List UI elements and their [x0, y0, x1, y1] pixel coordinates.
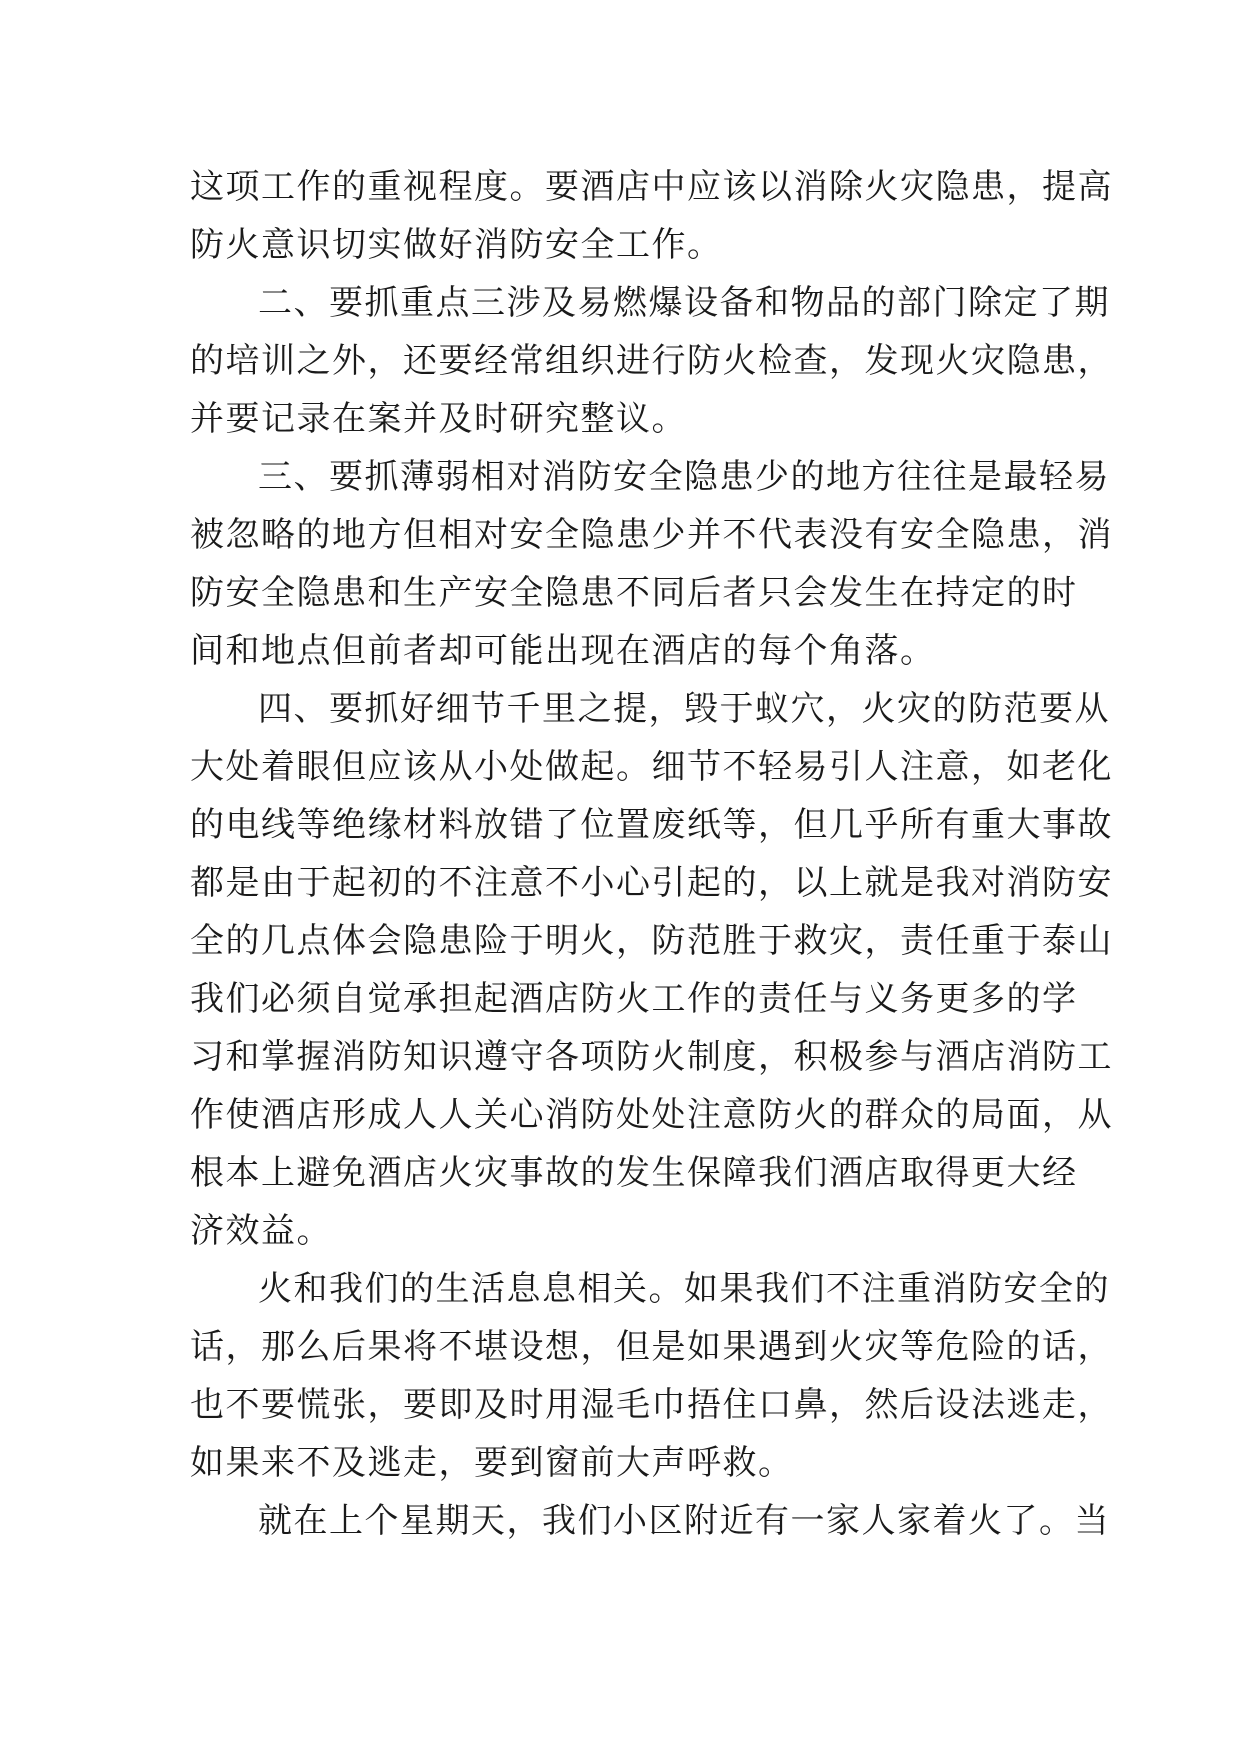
text-line: 也不要慌张，要即及时用湿毛巾捂住口鼻，然后设法逃走，	[190, 1385, 1113, 1425]
body-text	[190, 158, 1113, 1550]
text-line: 三、要抓薄弱相对消防安全隐患少的地方往往是最轻易	[258, 457, 1110, 497]
text-line: 间和地点但前者却可能出现在酒店的每个角落。	[190, 631, 936, 671]
text-line: 并要记录在案并及时研究整议。	[190, 399, 687, 439]
text-line: 都是由于起初的不注意不小心引起的，以上就是我对消防安	[190, 863, 1113, 903]
text-line: 的培训之外，还要经常组织进行防火检查，发现火灾隐患，	[190, 341, 1113, 381]
text-line: 就在上个星期天，我们小区附近有一家人家着火了。当	[258, 1501, 1110, 1541]
text-line: 火和我们的生活息息相关。如果我们不注重消防安全的	[258, 1269, 1110, 1309]
text-line: 被忽略的地方但相对安全隐患少并不代表没有安全隐患，消	[190, 515, 1113, 555]
text-line: 全的几点体会隐患险于明火，防范胜于救灾，责任重于泰山	[190, 921, 1113, 961]
text-line: 这项工作的重视程度。要酒店中应该以消除火灾隐患，提高	[190, 167, 1113, 207]
text-line: 根本上避免酒店火灾事故的发生保障我们酒店取得更大经	[190, 1153, 1078, 1193]
text-line: 如果来不及逃走，要到窗前大声呼救。	[190, 1443, 794, 1483]
text-line: 我们必须自觉承担起酒店防火工作的责任与义务更多的学	[190, 979, 1078, 1019]
text-line: 话，那么后果将不堪设想，但是如果遇到火灾等危险的话，	[190, 1327, 1113, 1367]
text-line: 大处着眼但应该从小处做起。细节不轻易引人注意，如老化	[190, 747, 1113, 787]
text-line: 济效益。	[190, 1211, 332, 1251]
text-line: 防安全隐患和生产安全隐患不同后者只会发生在持定的时	[190, 573, 1078, 613]
text-line: 作使酒店形成人人关心消防处处注意防火的群众的局面，从	[190, 1095, 1113, 1135]
text-line: 习和掌握消防知识遵守各项防火制度，积极参与酒店消防工	[190, 1037, 1113, 1077]
text-line: 二、要抓重点三涉及易燃爆设备和物品的部门除定了期	[258, 283, 1110, 323]
text-line: 的电线等绝缘材料放错了位置废纸等，但几乎所有重大事故	[190, 805, 1113, 845]
text-line: 四、要抓好细节千里之提，毁于蚁穴，火灾的防范要从	[258, 689, 1110, 729]
text-line: 防火意识切实做好消防安全工作。	[190, 225, 723, 265]
